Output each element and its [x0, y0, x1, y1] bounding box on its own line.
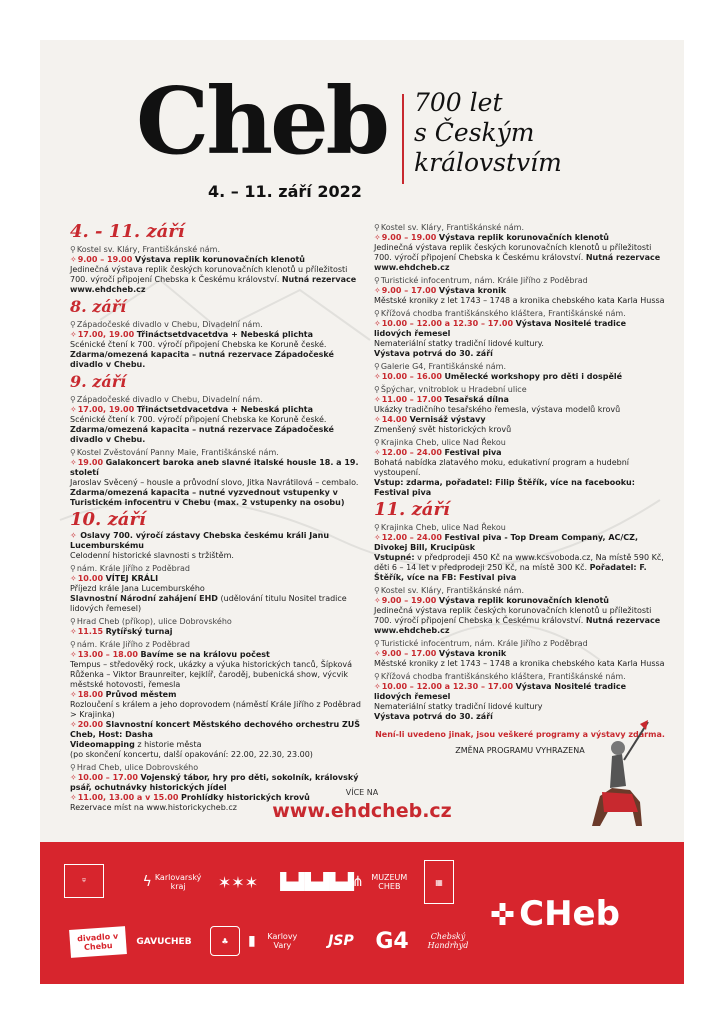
event-description: Příjezd krále Jana Lucemburského [70, 584, 205, 593]
free-entry-notice: Není-li uvedeno jinak, jsou veškeré programy a výstavy zdarma. [375, 730, 665, 739]
event-location: ⚲ Špýchar, vnitroblok u Hradební ulice [374, 385, 666, 395]
event-line [70, 255, 362, 265]
event-description [70, 265, 362, 295]
event-line [374, 682, 666, 702]
event-line [70, 740, 362, 750]
event-reservation-link[interactable]: Nutná rezervace www.ehdcheb.cz [70, 275, 357, 294]
event-location: ⚲ Turistické infocentrum, nám. Krále Jiřího z Poděbrad [374, 639, 666, 649]
event-title: Prohlídky historických krovů [180, 793, 310, 802]
divadlo-logo: divadlo v Chebu [69, 926, 127, 958]
poster [40, 40, 684, 984]
event-title: Výstava kronik [438, 649, 507, 658]
event-label: Vstupné: [374, 553, 415, 562]
event-location: ⚲ Křížová chodba františkánského kláštera, Františkánské nám. [374, 672, 666, 682]
day-heading: 9. září [70, 372, 127, 391]
event-title: Slavnostní koncert Městského dechového orchestru ZUŠ Cheb, [70, 720, 361, 739]
event-line [374, 372, 666, 382]
event-title: Výstava replik korunovačních klenotů [134, 255, 305, 264]
event-time: ✧ 10.00 [70, 574, 103, 583]
event-description [70, 415, 362, 445]
event-line [70, 627, 362, 637]
event-location: ⚲ nám. Krále Jiřího z Poděbrad [70, 564, 362, 574]
event-description [374, 243, 666, 273]
event-description [374, 553, 666, 583]
event-time: ✧ 12.00 – 24.00 [374, 533, 442, 542]
event-description: Tempus – středověký rock, ukázky a výuka historických tanců, Šípková Růženka – Viktor Braunreiter, kejklíř, čaroděj, bubenická show, výcvik městské hotovosti, řemesla [70, 660, 352, 689]
event-title: Třináctsetdvacetdva + Nebeská plichta [136, 330, 313, 339]
more-info-label: VÍCE NA [345, 788, 379, 797]
program-left-column [70, 220, 362, 813]
logo-label: Karlovy Vary [267, 932, 298, 950]
event-location: ⚲ Západočeské divadlo v Chebu, Divadelní nám. [70, 320, 362, 330]
event-note: Výstava potrvá do 30. září [374, 349, 493, 358]
event-description: (po skončení koncertu, další opakování: 22.00, 22.30, 23.00) [70, 750, 313, 759]
event-line [374, 415, 666, 425]
event-title: Výstava Nositelé tradice lidových řemesel [374, 319, 627, 338]
event-note: Výstava potrvá do 30. září [374, 712, 493, 721]
event-location: ⚲ nám. Krále Jiřího z Poděbrad [70, 640, 362, 650]
event-note: Zdarma/omezená kapacita – nutná rezervace Západočeské divadlo v Chebu. [70, 425, 334, 444]
karlovarsky-kraj-logo [144, 862, 200, 902]
event-description: Celodenní historické slavnosti s tržištěm. [70, 551, 234, 560]
gavucheb-logo: GAVUCHEB [136, 937, 192, 947]
event-reservation-link[interactable]: Rezervace míst na www.historickycheb.cz [70, 803, 237, 812]
g4-logo: G4 [375, 928, 409, 954]
event-location: ⚲ Křížová chodba františkánského kláštera, Františkánské nám. [374, 309, 666, 319]
event-text: Jaroslav Svěcený – housle a průvodní slovo, Jitka Navrátilová – cembalo. [70, 478, 359, 487]
day-heading: 4. - 11. září [70, 221, 185, 242]
subtitle [414, 88, 562, 178]
event-time: ✧ 9.00 – 17.00 [374, 649, 436, 658]
event-line [70, 650, 362, 660]
event-text: Scénické čtení k 700. výročí připojení Chebska ke Koruně české. [70, 415, 327, 424]
swoosh-icon: ϟ [142, 874, 152, 890]
event-title: Videomapping [70, 740, 135, 749]
event-description: Nemateriální statky tradiční lidové kultury [374, 702, 543, 711]
event-time: ✧ 19.00 [70, 458, 103, 467]
tower-icon: ▮ [248, 933, 256, 949]
event-location: ⚲ Kostel sv. Kláry, Františkánské nám. [374, 586, 666, 596]
jsp-logo: JSP [328, 933, 354, 949]
event-title: Galakoncert baroka aneb slavné italské housle 18. a 19. století [70, 458, 359, 477]
event-time: ✧ 9.00 – 19.00 [374, 233, 436, 242]
event-title: Výstava kronik [438, 286, 507, 295]
event-title: VÍTEJ KRÁLI [105, 574, 159, 583]
star-icon: ✶✶✶ [217, 872, 259, 892]
event-time: ✧ 11.15 [70, 627, 103, 636]
event-location: ⚲ Krajinka Cheb, ulice Nad Řekou [374, 438, 666, 448]
event-line [70, 405, 362, 415]
event-text: z historie města [137, 740, 202, 749]
event-description [70, 594, 362, 614]
event-line [70, 330, 362, 340]
event-time: ✧ 11.00, 13.00 a v 15.00 [70, 793, 178, 802]
footer-partners [40, 842, 684, 984]
event-title: Výstava replik korunovačních klenotů [438, 233, 609, 242]
event-line [374, 233, 666, 243]
subtitle-line: 700 let [414, 88, 503, 117]
event-time: ✧ 9.00 – 19.00 [70, 255, 132, 264]
cross-icon: ✜ [490, 898, 516, 933]
event-location: ⚲ Krajinka Cheb, ulice Nad Řekou [374, 523, 666, 533]
event-title: Rytířský turnaj [105, 627, 173, 636]
event-title: Výstava replik korunovačních klenotů [438, 596, 609, 605]
tree-logo [210, 926, 240, 956]
event-time: ✧ 17.00, 19.00 [70, 330, 134, 339]
subtitle-line: královstvím [414, 148, 562, 177]
event-title: Výstava Nositelé tradice lidových řemesel [374, 682, 627, 701]
event-line [374, 319, 666, 339]
event-description: Městské kroniky z let 1743 – 1748 a kronika chebského kata Karla Hussa [374, 296, 665, 305]
event-line [70, 531, 362, 551]
logo-label: CHeb [519, 894, 620, 934]
event-description: Městské kroniky z let 1743 – 1748 a kronika chebského kata Karla Hussa [374, 659, 665, 668]
event-line [70, 720, 362, 740]
event-date: 4. – 11. září 2022 [208, 182, 362, 201]
event-time [70, 531, 78, 540]
muzeum-cheb-logo [352, 864, 412, 900]
program-right-column [374, 220, 666, 756]
event-time: ✧ 18.00 [70, 690, 103, 699]
event-line [374, 286, 666, 296]
event-description [374, 606, 666, 636]
event-time: ✧ 17.00, 19.00 [70, 405, 134, 414]
tree-icon: ♣ [221, 936, 229, 946]
event-time: ✧ 10.00 – 16.00 [374, 372, 442, 381]
event-time: ✧ 14.00 [374, 415, 407, 424]
event-time: ✧ 10.00 – 12.00 a 12.30 – 17.00 [374, 319, 513, 328]
event-location: ⚲ Kostel sv. Kláry, Františkánské nám. [374, 223, 666, 233]
event-reservation-link[interactable]: Nutná rezervace www.ehdcheb.cz [374, 253, 661, 272]
event-title: Vojenský tábor, hry pro děti, sokolník, královský psář, ochutnávky historických jídel [70, 773, 359, 792]
event-location: ⚲ Kostel sv. Kláry, Františkánské nám. [70, 245, 362, 255]
event-location: ⚲ Hrad Cheb (příkop), ulice Dobrovského [70, 617, 362, 627]
event-line [374, 395, 666, 405]
event-description [70, 340, 362, 370]
event-line [374, 649, 666, 659]
framed-logo [424, 860, 454, 904]
cheb-city-logo [490, 894, 620, 934]
event-title: Oslavy 700. výročí zástavy Chebska českému králi Janu Lucemburskému [70, 531, 330, 550]
event-time: ✧ 11.00 – 17.00 [374, 395, 442, 404]
event-title: Umělecké workshopy pro děti i dospělé [444, 372, 623, 381]
logo-label: MUZEUM CHEB [371, 873, 408, 891]
website-link[interactable]: www.ehdcheb.cz [272, 800, 452, 822]
event-text: v předprodeji 450 Kč na www.kcsvoboda.cz, Na místě 590 Kč, děti 6 – 14 let v předprodeji 250 Kč, na místě 300 Kč. [374, 553, 664, 572]
event-description: Zmenšený svět historických krovů [374, 425, 512, 434]
event-time: ✧ 9.00 – 19.00 [374, 596, 436, 605]
event-time: ✧ 20.00 [70, 720, 103, 729]
event-text: (udělování titulu Nositel tradice lidových řemesel) [70, 594, 347, 613]
city-silhouette-logo [272, 868, 362, 894]
header [40, 67, 684, 230]
event-line [70, 574, 362, 584]
event-description [70, 478, 362, 508]
handrhyd-logo: Chebský Handrhyd [427, 932, 469, 950]
event-line [374, 448, 666, 458]
page-title: Cheb [136, 67, 387, 175]
event-location: ⚲ Západočeské divadlo v Chebu, Divadelní nám. [70, 395, 362, 405]
karlovy-vary-logo [248, 928, 306, 954]
event-note: Zdarma/omezená kapacita – nutné vyzvednout vstupenky v Turistickém infocentru v Chebu (max. 2 vstupenky na osobu) [70, 488, 345, 507]
event-description: Rozloučení s králem a jeho doprovodem (náměstí Krále Jiřího z Poděbrad > Krajinka) [70, 700, 361, 719]
event-title: Průvod městem [105, 690, 177, 699]
event-host: Host: Dasha [98, 730, 153, 739]
event-title: Festival piva [444, 448, 502, 457]
event-time: ✧ 10.00 – 17.00 [70, 773, 138, 782]
event-location: ⚲ Turistické infocentrum, nám. Krále Jiřího z Poděbrad [374, 276, 666, 286]
event-location: ⚲ Kostel Zvěstování Panny Maie, Františkánské nám. [70, 448, 362, 458]
event-title: Festival piva - Top Dream Company, AC/CZ, Divokej Bill, Krucipüsk [374, 533, 639, 552]
event-text: Jedinečná výstava replik českých korunovačních klenotů u příležitosti 700. výročí připojení Chebska k Českému království. [374, 243, 652, 262]
event-time: ✧ 13.00 – 18.00 [70, 650, 138, 659]
logo-label: Karlovarský kraj [154, 873, 202, 891]
event-title: Vernisáž výstavy [409, 415, 486, 424]
event-line [374, 596, 666, 606]
event-text: Scénické čtení k 700. výročí připojení Chebska ke Koruně české. [70, 340, 327, 349]
event-note: Vstup: zdarma, pořadatel: Filip Štěřík, více na facebooku: Festival piva [374, 478, 635, 497]
event-description: Ukázky tradičního tesařského řemesla, výstava modelů krovů [374, 405, 621, 414]
event-description: Bohatá nabídka zlatavého moku, edukativní program a hudební vystoupení. [374, 458, 630, 477]
day-heading: 10. září [70, 509, 146, 530]
event-note: Zdarma/omezená kapacita – nutná rezervace Západočeské divadlo v Chebu. [70, 350, 334, 369]
event-note: Pořadatel: F. Štěřík, více na FB: Festival piva [374, 563, 647, 582]
event-description: Nemateriální statky tradiční lidové kultury. [374, 339, 544, 348]
event-time: ✧ 12.00 – 24.00 [374, 448, 442, 457]
subtitle-line: s Českým [414, 118, 535, 147]
day-heading: 11. září [374, 499, 450, 520]
event-time: ✧ 9.00 – 17.00 [374, 286, 436, 295]
ministry-logo [64, 864, 104, 898]
event-time: ✧ 10.00 – 12.00 a 12.30 – 17.00 [374, 682, 513, 691]
event-line [70, 690, 362, 700]
program-change-notice: ZMĚNA PROGRAMU VYHRAZENA [455, 746, 585, 755]
day-heading: 8. září [70, 297, 127, 316]
event-subtitle: Slavnostní Národní zahájení EHD [70, 594, 218, 603]
city-icon: ▙▟▙▟▙▟ [280, 871, 354, 891]
event-title: Tesařská dílna [444, 395, 509, 404]
stars-logo [218, 862, 258, 902]
event-location: ⚲ Hrad Cheb, ulice Dobrovského [70, 763, 362, 773]
event-title: Třináctsetdvacetdva + Nebeská plichta [136, 405, 313, 414]
event-text: Jedinečná výstava replik českých korunovačních klenotů u příležitosti 700. výročí připojení Chebska k Českému království. [374, 606, 652, 625]
event-location: ⚲ Galerie G4, Františkánské nám. [374, 362, 666, 372]
museum-icon: ⋔ [352, 874, 364, 890]
event-title: Bavíme se na královu počest [140, 650, 270, 659]
event-text: Jedinečná výstava replik českých korunovačních klenotů u příležitosti 700. výročí připojení Chebska k Českému království. [70, 265, 348, 284]
event-line [70, 458, 362, 478]
event-line [374, 533, 666, 553]
event-reservation-link[interactable]: Nutná rezervace www.ehdcheb.cz [374, 616, 661, 635]
frame-icon: ▦ [435, 877, 443, 887]
title-divider [402, 94, 404, 184]
crest-icon: ⛨ [82, 878, 86, 884]
